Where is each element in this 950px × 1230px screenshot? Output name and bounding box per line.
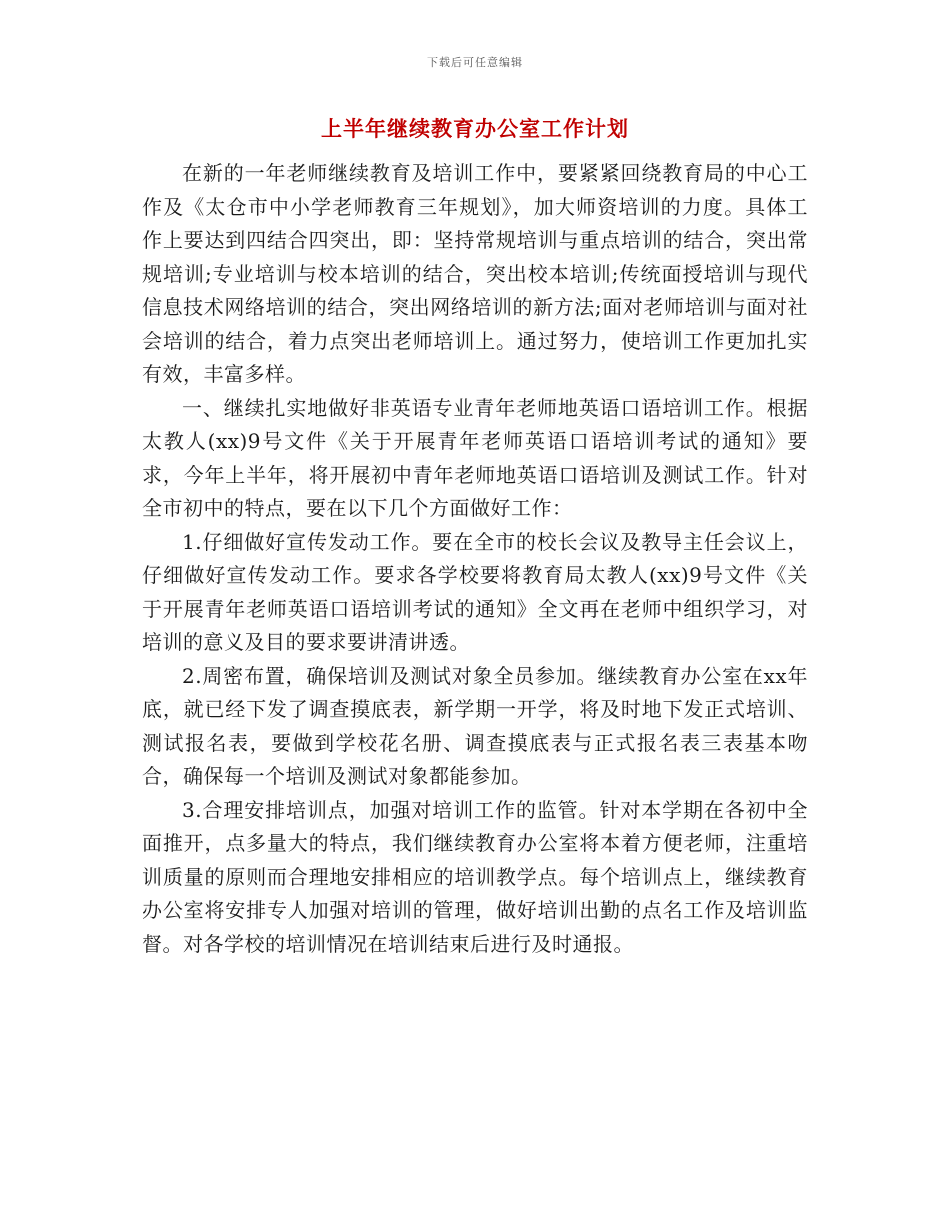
document-title: 上半年继续教育办公室工作计划: [321, 117, 629, 141]
paragraph-intro: 在新的一年老师继续教育及培训工作中，要紧紧回绕教育局的中心工作及《太仓市中小学老师教育三年规划》，加大师资培训的力度。具体工作上要达到四结合四突出，即：坚持常规培训与重点培训的结合，突出常规培训;专业培训与校本培训的结合，突出校本培训;传统面授培训与现代信息技术网络培训的结合，突出网络培训的新方法;面对老师培训与面对社会培训的结合，着力点突出老师培训上。通过努力，使培训工作更加扎实有效，丰富多样。: [142, 161, 808, 386]
paragraph-item-3: 3.合理安排培训点，加强对培训工作的监管。针对本学期在各初中全面推开，点多量大的特点，我们继续教育办公室将本着方便老师，注重培训质量的原则而合理地安排相应的培训教学点。每个培训点上，继续教育办公室将安排专人加强对培训的管理，做好培训出勤的点名工作及培训监督。对各学校的培训情况在培训结束后进行及时通报。: [142, 797, 808, 956]
document-body: [142, 157, 808, 961]
paragraph-section-1: 一、继续扎实地做好非英语专业青年老师地英语口语培训工作。根据太教人(xx)9号文件《关于开展青年老师英语口语培训考试的通知》要求，今年上半年，将开展初中青年老师地英语口语培训及测试工作。针对全市初中的特点，要在以下几个方面做好工作：: [142, 395, 808, 520]
header-note: 下载后可任意编辑: [427, 56, 523, 69]
paragraph-item-1: 1.仔细做好宣传发动工作。要在全市的校长会议及教导主任会议上，仔细做好宣传发动工作。要求各学校要将教育局太教人(xx)9号文件《关于开展青年老师英语口语培训考试的通知》全文再在老师中组织学习，对培训的意义及目的要求要讲清讲透。: [142, 529, 808, 654]
paragraph-item-2: 2.周密布置，确保培训及测试对象全员参加。继续教育办公室在xx年底，就已经下发了调查摸底表，新学期一开学，将及时地下发正式培训、测试报名表，要做到学校花名册、调查摸底表与正式报名表三表基本吻合，确保每一个培训及测试对象都能参加。: [142, 663, 808, 788]
